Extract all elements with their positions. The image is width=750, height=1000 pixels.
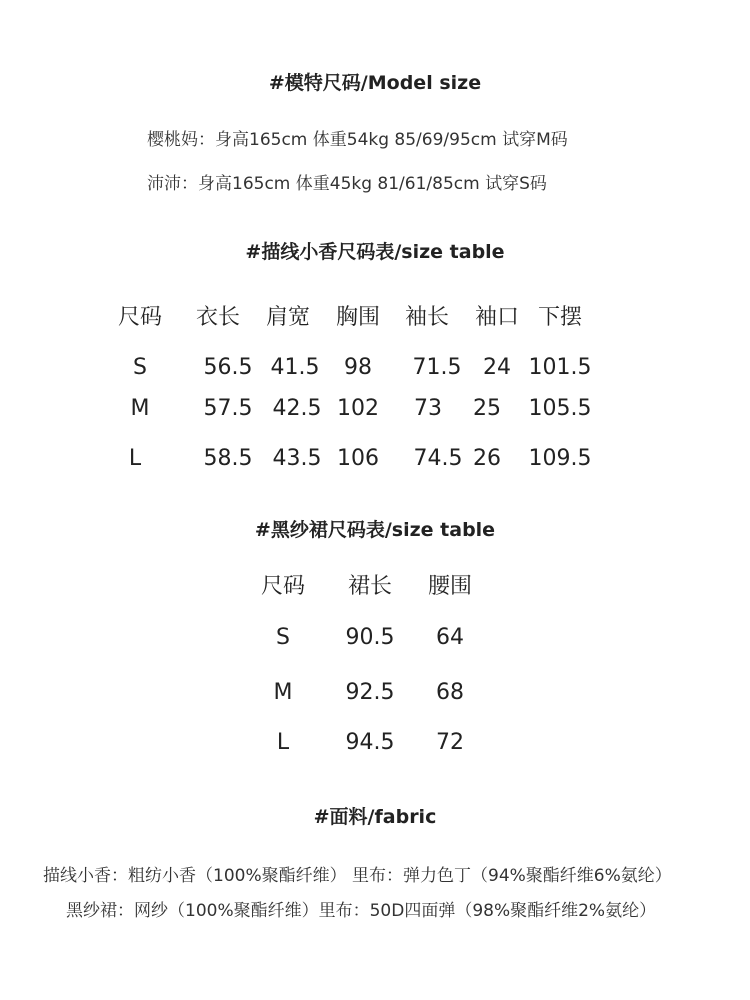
top-table-header-0: 尺码 <box>117 305 163 330</box>
top-table-cell-r1-c6: 105.5 <box>528 396 592 421</box>
skirt-table-cell-r2-c2: 72 <box>436 730 464 755</box>
skirt-table-cell-r0-c2: 64 <box>436 625 464 650</box>
skirt-table-title: #黑纱裙尺码表/size table <box>254 519 496 541</box>
model-line-1: 樱桃妈：身高165cm 体重54kg 85/69/95cm 试穿M码 <box>147 130 568 150</box>
top-table-cell-r0-c6: 101.5 <box>528 355 592 380</box>
top-table-header-3: 胸围 <box>335 305 381 330</box>
top-table-cell-r2-c2: 43.5 <box>272 446 322 471</box>
top-table-cell-r1-c1: 57.5 <box>203 396 253 421</box>
skirt-table-cell-r2-c0: L <box>276 730 290 755</box>
model-size-title: #模特尺码/Model size <box>268 72 482 94</box>
top-table-cell-r1-c3: 102 <box>337 396 379 421</box>
skirt-table-cell-r0-c0: S <box>276 625 290 650</box>
top-table-cell-r0-c1: 56.5 <box>203 355 253 380</box>
fabric-title: #面料/fabric <box>313 806 437 828</box>
skirt-table-header-0: 尺码 <box>260 574 306 599</box>
top-table-cell-r0-c4: 71.5 <box>412 355 462 380</box>
top-table-cell-r2-c0: L <box>128 446 142 471</box>
top-table-header-1: 衣长 <box>195 305 241 330</box>
skirt-table-cell-r1-c2: 68 <box>436 680 464 705</box>
skirt-table-cell-r1-c0: M <box>273 680 293 705</box>
model-line-2: 沛沛：身高165cm 体重45kg 81/61/85cm 试穿S码 <box>147 174 547 194</box>
top-table-header-6: 下摆 <box>537 305 583 330</box>
top-table-header-5: 袖口 <box>474 305 520 330</box>
top-table-header-2: 肩宽 <box>265 305 311 330</box>
top-table-cell-r2-c5: 26 <box>473 446 501 471</box>
top-table-cell-r2-c1: 58.5 <box>203 446 253 471</box>
top-table-cell-r1-c4: 73 <box>414 396 442 421</box>
top-table-cell-r2-c3: 106 <box>337 446 379 471</box>
top-table-header-4: 袖长 <box>404 305 450 330</box>
top-table-cell-r1-c5: 25 <box>473 396 501 421</box>
top-table-cell-r0-c3: 98 <box>344 355 372 380</box>
top-table-cell-r0-c0: S <box>133 355 147 380</box>
top-table-cell-r0-c5: 24 <box>483 355 511 380</box>
skirt-table-cell-r0-c1: 90.5 <box>345 625 395 650</box>
top-table-cell-r1-c2: 42.5 <box>272 396 322 421</box>
skirt-table-header-2: 腰围 <box>427 574 473 599</box>
fabric-line-2: 黑纱裙：网纱（100%聚酯纤维）里布：50D四面弹（98%聚酯纤维2%氨纶） <box>66 901 657 921</box>
top-table-title: #描线小香尺码表/size table <box>245 241 505 263</box>
skirt-table-cell-r1-c1: 92.5 <box>345 680 395 705</box>
fabric-line-1: 描线小香：粗纺小香（100%聚酯纤维） 里布：弹力色丁（94%聚酯纤维6%氨纶） <box>43 866 672 886</box>
top-table-cell-r1-c0: M <box>130 396 150 421</box>
top-table-cell-r0-c2: 41.5 <box>270 355 320 380</box>
top-table-cell-r2-c4: 74.5 <box>413 446 463 471</box>
skirt-table-cell-r2-c1: 94.5 <box>345 730 395 755</box>
top-table-cell-r2-c6: 109.5 <box>528 446 592 471</box>
skirt-table-header-1: 裙长 <box>347 574 393 599</box>
